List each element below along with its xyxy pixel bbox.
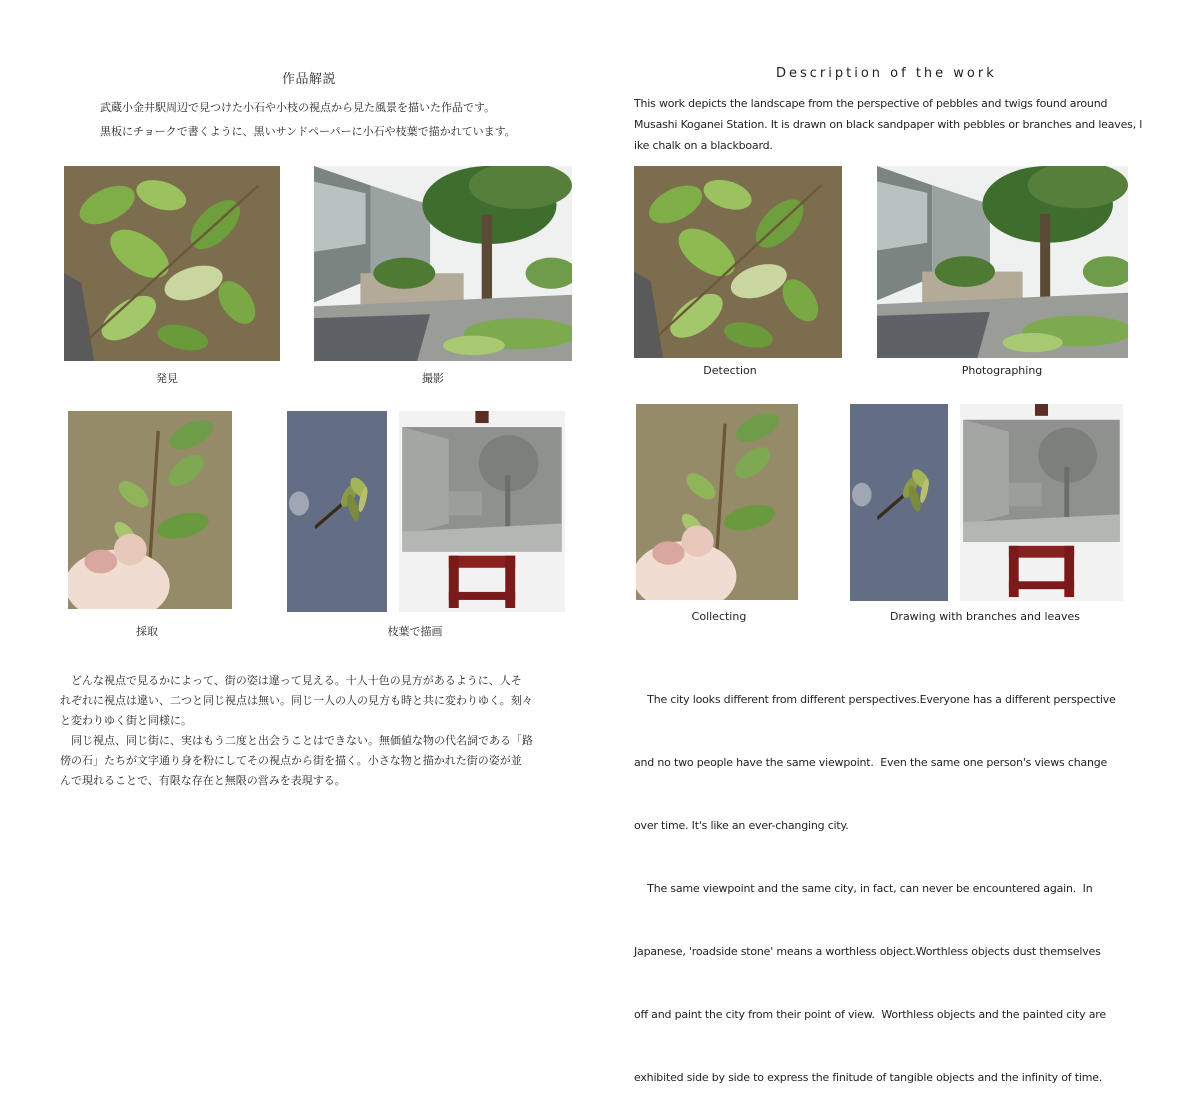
caption-photographing: Photographing [961,364,1043,377]
body-line: over time. It's like an ever-changing city. [634,819,849,832]
intro-jp [100,98,516,142]
page-title-en: Description of the work [776,66,997,81]
body-line: れぞれに視点は違い、二つと同じ視点は無い。同じ一人の人の見方も時と共に変わりゆく。刻々 [60,694,533,707]
body-line: The city looks different from different perspectives.Everyone has a different perspective [634,693,1116,706]
intro-line: This work depicts the landscape from the perspective of pebbles and twigs found around [634,97,1108,110]
caption-collecting: Collecting [691,610,747,623]
body-line: off and paint the city from their point of view. Worthless objects and the painted city are [634,1008,1106,1021]
page-title-jp: 作品解説 [282,72,337,87]
body-en [634,647,1154,1109]
body-line: どんな視点で見るかによって、街の姿は違って見える。十人十色の見方があるように、人そ [60,674,522,687]
body-jp [60,671,560,791]
caption-detection: Detection [703,364,757,377]
photo-easel [960,404,1123,601]
body-line: んで現れることで、有限な存在と無限の営みを表現する。 [60,774,346,787]
intro-line: 武蔵小金井駅周辺で見つけた小石や小枝の視点から見た風景を描いた作品です。 [100,101,496,114]
photo-photographing [314,166,572,361]
intro-line: 黒板にチョークで書くように、黒いサンドペーパーに小石や枝葉で描かれています。 [100,125,516,138]
intro-en [634,93,1154,156]
photo-easel [399,411,565,612]
body-line: 同じ視点、同じ街に、実はもう二度と出会うことはできない。無価値な物の代名詞である「路 [60,734,533,747]
body-line: 傍の石」たちが文字通り身を粉にしてその視点から街を描く。小さな物と描かれた街の姿が並 [60,754,522,767]
caption-photographing: 撮影 [422,372,444,385]
photo-detection [634,166,842,358]
photo-photographing [877,166,1128,358]
caption-detection: 発見 [156,372,178,385]
photo-collecting [68,411,232,609]
body-line: Japanese, 'roadside stone' means a worthless object.Worthless objects dust themselves [634,945,1101,958]
photo-detection [64,166,280,361]
body-line: exhibited side by side to express the finitude of tangible objects and the infinity of time. [634,1071,1103,1084]
photo-twig [850,404,948,601]
caption-drawing: Drawing with branches and leaves [889,610,1081,623]
body-line: and no two people have the same viewpoint. Even the same one person's views change [634,756,1108,769]
body-line: The same viewpoint and the same city, in fact, can never be encountered again. In [634,882,1093,895]
caption-drawing: 枝葉で描画 [387,625,443,638]
caption-collecting: 採取 [136,625,158,638]
intro-line: Musashi Koganei Station. It is drawn on black sandpaper with pebbles or branches and leaves, l [634,118,1143,131]
intro-line: ike chalk on a blackboard. [634,139,773,152]
photo-collecting [636,404,798,600]
photo-twig [287,411,387,612]
body-line: と変わりゆく街と同様に。 [60,714,192,727]
